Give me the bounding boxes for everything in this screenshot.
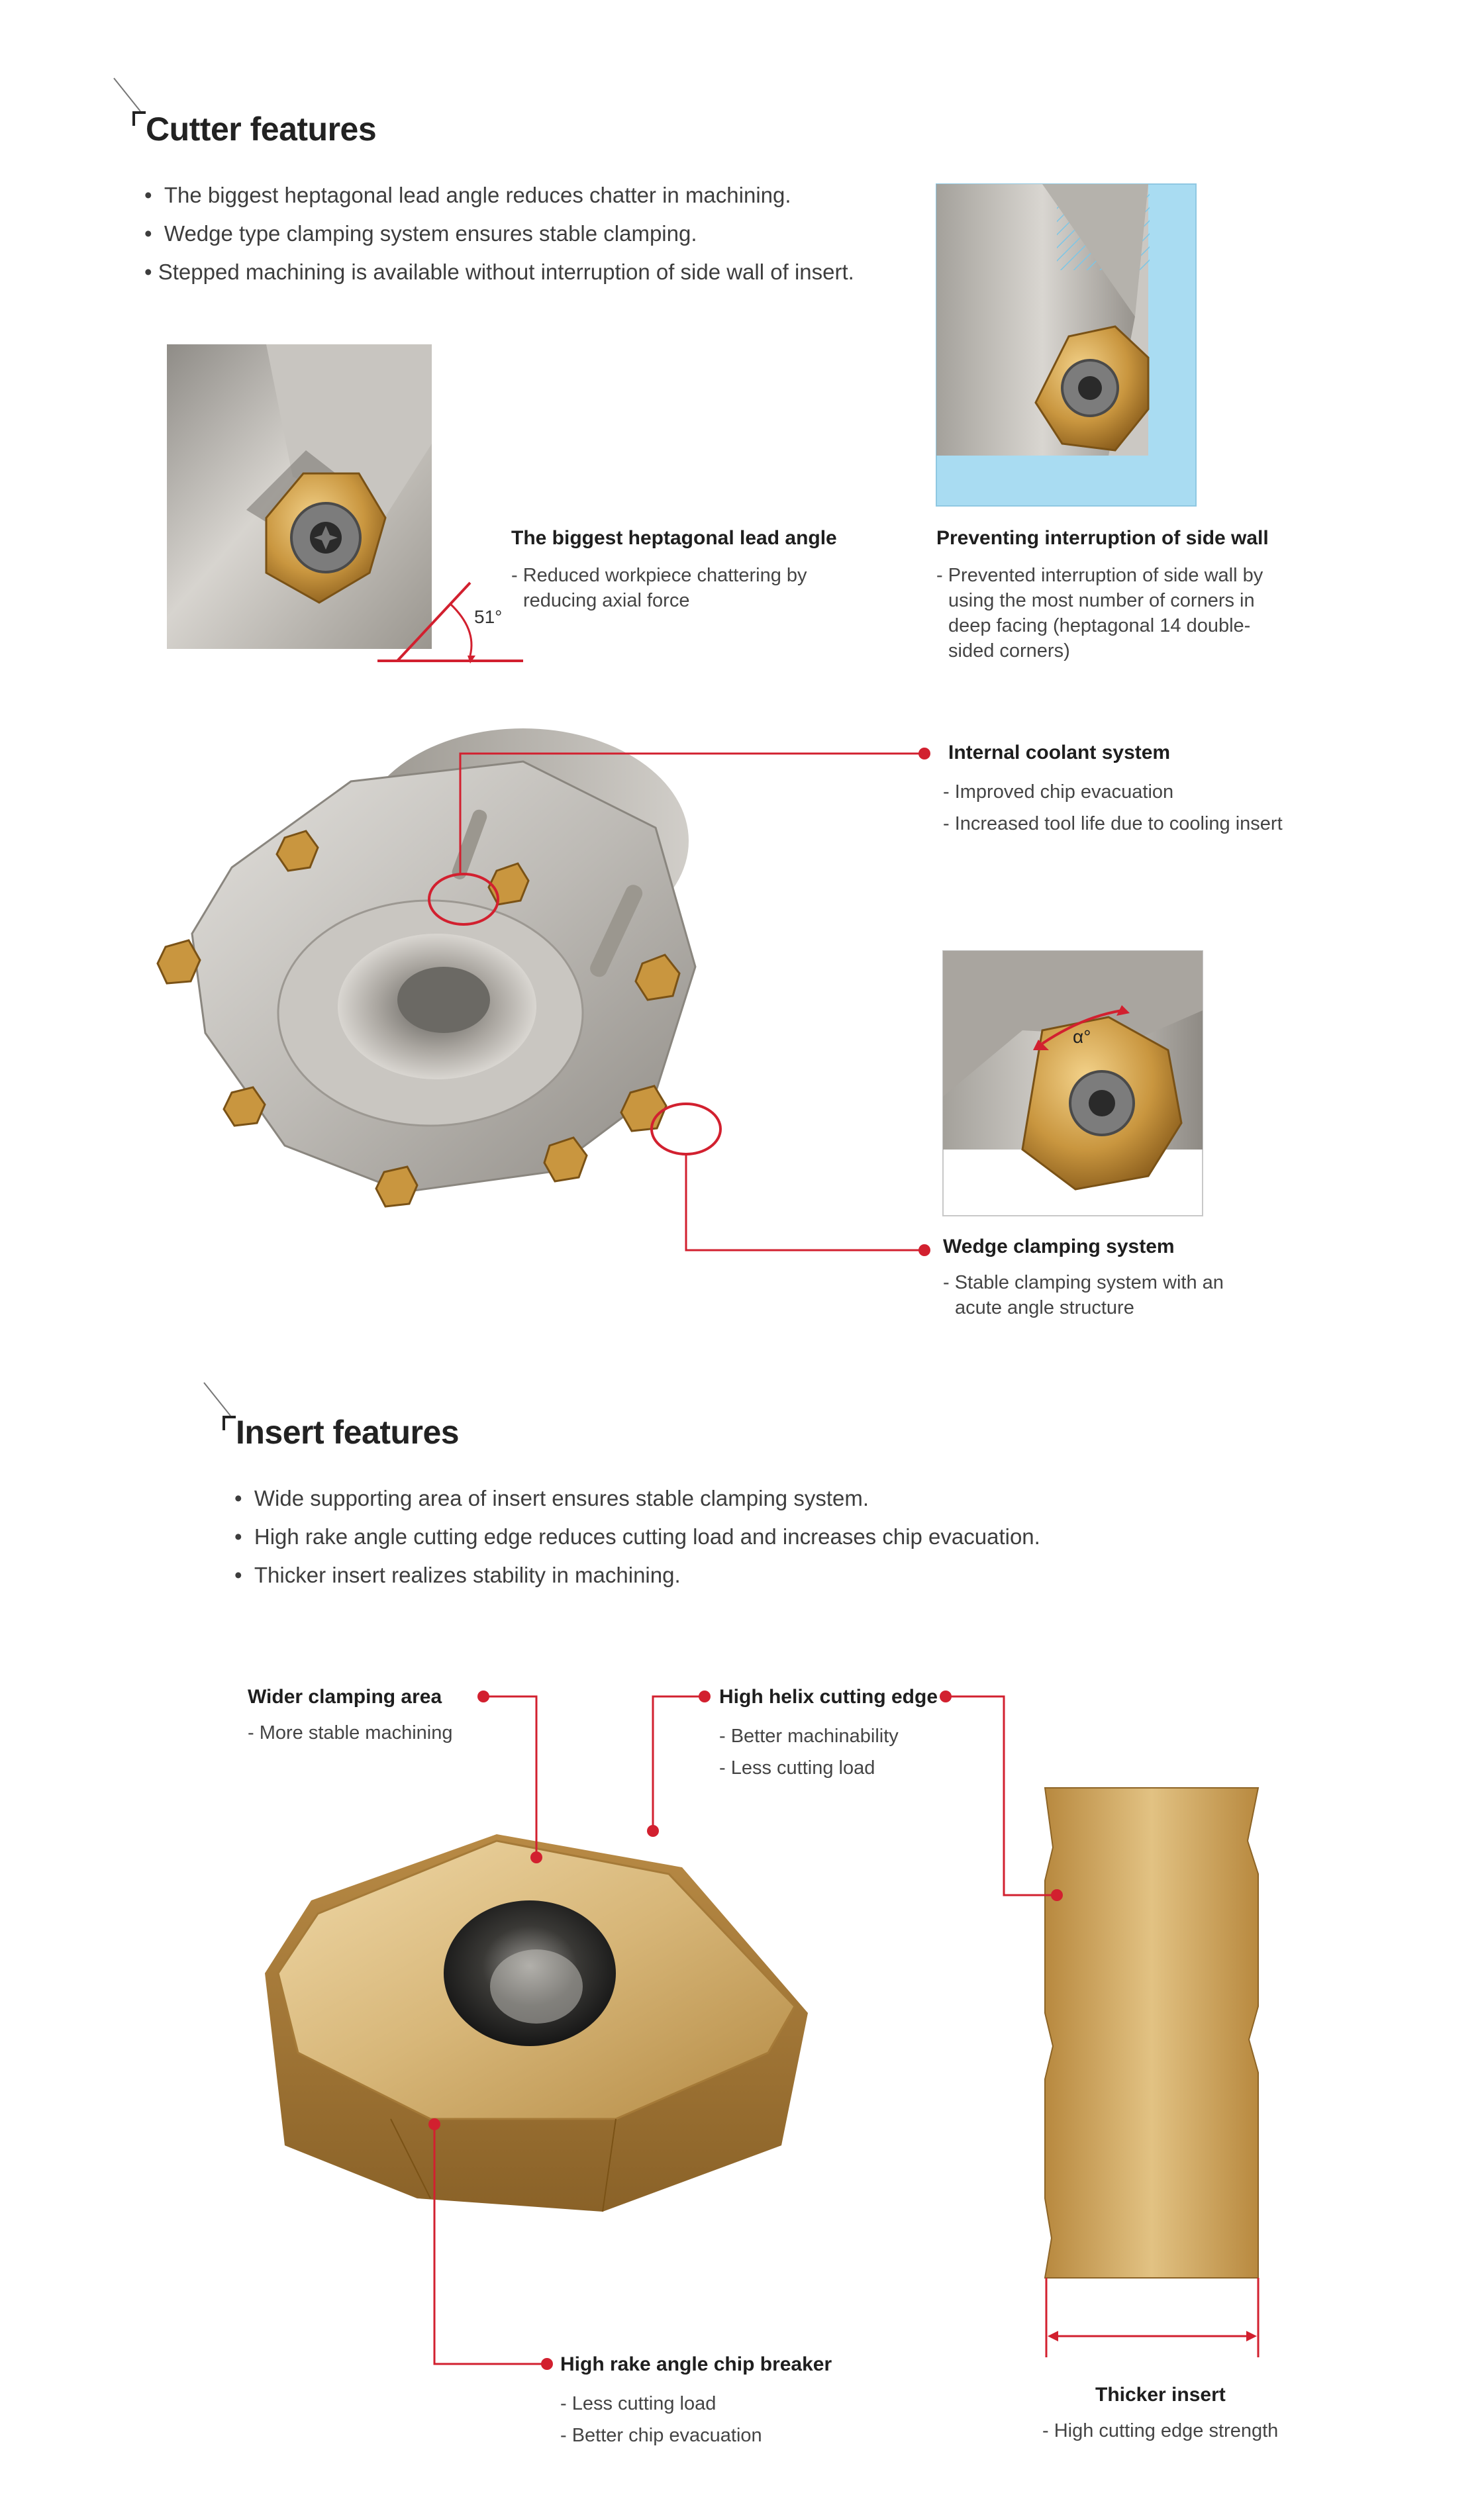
lead-angle-desc: - Reduced workpiece chattering by reducing axial force [511, 565, 807, 611]
list-item: • High rake angle cutting edge reduces cutting load and increases chip evacuation. [234, 1524, 1040, 1549]
side-wall-desc: - Prevented interruption of side wall by using the most number of corners in deep facing (heptagonal 14 double- sided corners) [936, 565, 1263, 662]
thicker-insert-desc: - High cutting edge strength [1042, 2420, 1279, 2441]
clamping-area-desc: - More stable machining [248, 1722, 453, 1743]
list-item: • Wide supporting area of insert ensures stable clamping system. [234, 1486, 869, 1510]
coolant-desc: - Improved chip evacuation - Increased tool life due to cooling insert [943, 781, 1283, 834]
helix-edge-title: High helix cutting edge [719, 1686, 938, 1708]
helix-edge-desc: - Better machinability - Less cutting load [719, 1726, 899, 1779]
wedge-title: Wedge clamping system [943, 1236, 1175, 1257]
side-wall-title: Preventing interruption of side wall [936, 527, 1269, 549]
list-item: • Wedge type clamping system ensures stable clamping. [144, 221, 697, 246]
chip-breaker-desc: - Less cutting load - Better chip evacuation [560, 2393, 762, 2446]
list-item: • The biggest heptagonal lead angle reduces chatter in machining. [144, 183, 791, 207]
cutter-features-title: Cutter features [146, 111, 377, 148]
list-item: • Thicker insert realizes stability in machining. [234, 1563, 681, 1587]
clamping-area-title: Wider clamping area [248, 1686, 442, 1708]
coolant-title: Internal coolant system [948, 742, 1171, 763]
insert-features-title: Insert features [236, 1414, 460, 1451]
lead-angle-value: 51° [474, 607, 503, 627]
wedge-desc: - Stable clamping system with an acute angle structure [943, 1272, 1224, 1318]
wedge-angle-label: α° [1073, 1026, 1091, 1047]
list-item: • Stepped machining is available without interruption of side wall of insert. [144, 260, 854, 284]
chip-breaker-title: High rake angle chip breaker [560, 2353, 832, 2375]
thicker-insert-title: Thicker insert [1095, 2384, 1226, 2406]
lead-angle-title: The biggest heptagonal lead angle [511, 527, 837, 549]
